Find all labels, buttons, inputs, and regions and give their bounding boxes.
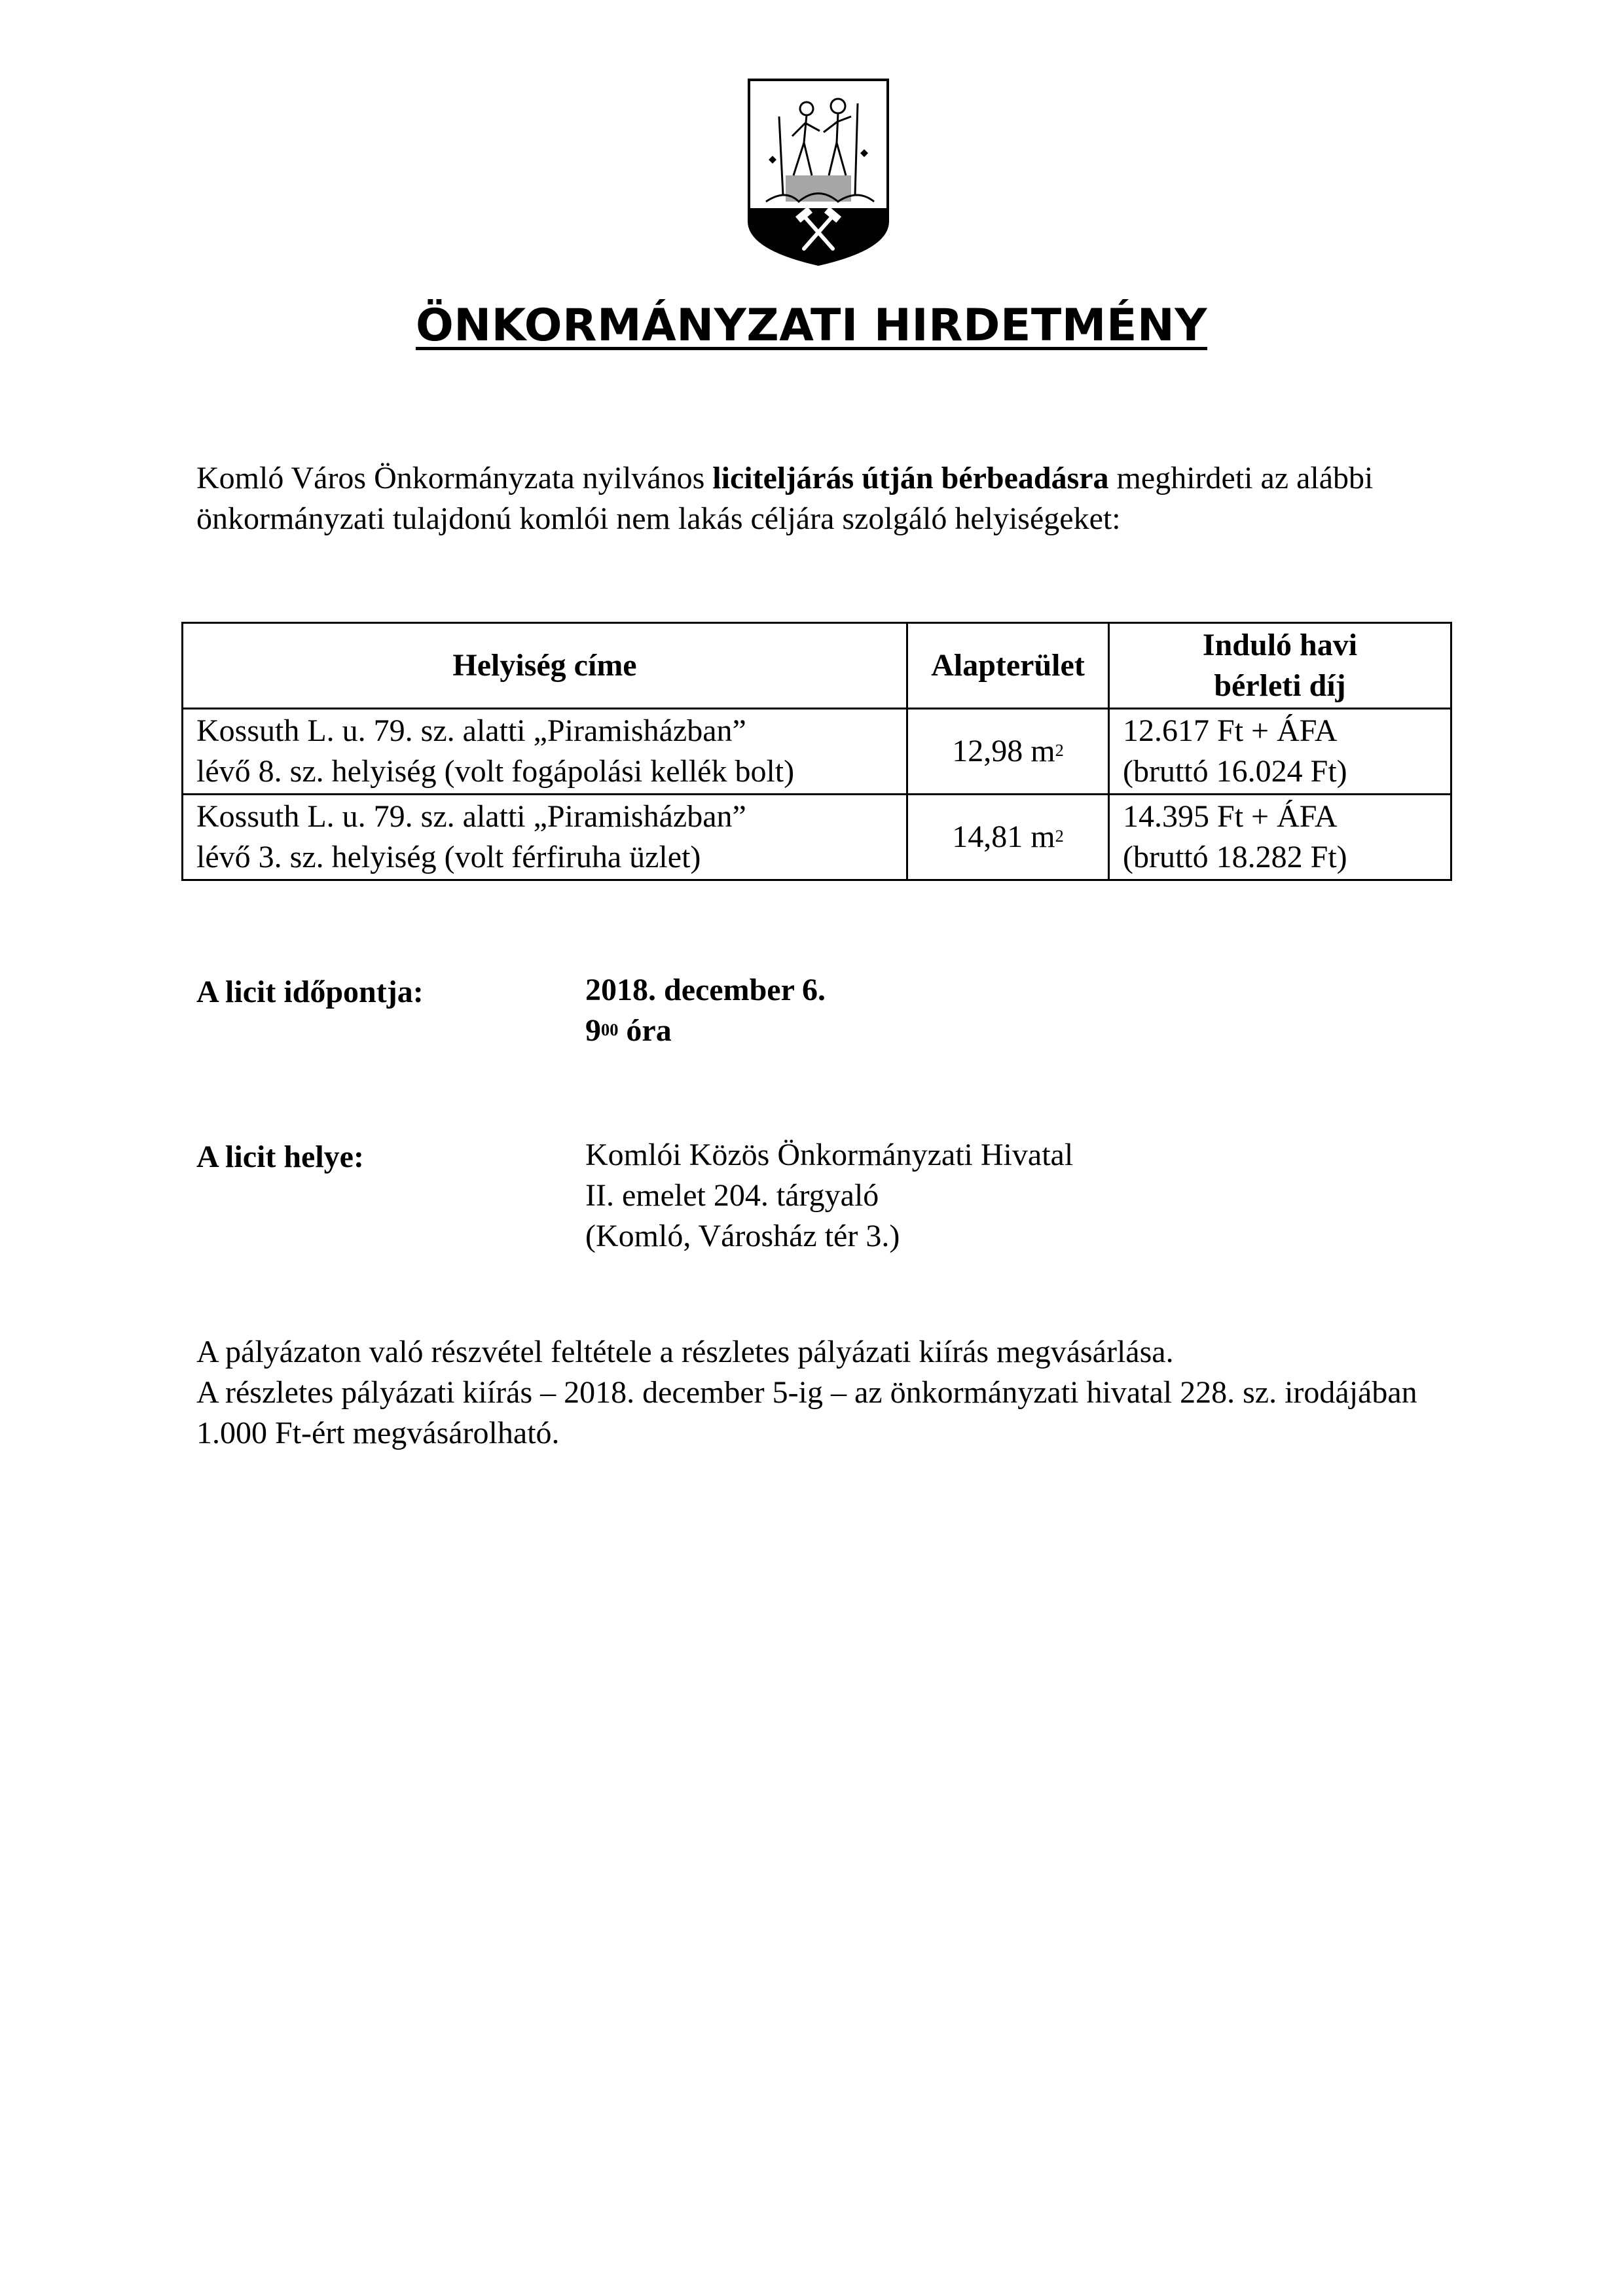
area-unit-exponent: 2: [1055, 826, 1064, 846]
cell-address: [183, 795, 907, 880]
table-row: [183, 709, 1451, 795]
area-value: 14,81 m: [952, 819, 1055, 854]
premises-table: [181, 622, 1452, 881]
title-text: ÖNKORMÁNYZATI HIRDETMÉNY: [415, 300, 1208, 351]
intro-text-bold: liciteljárás útján bérbeadásra: [712, 461, 1109, 495]
address-line1: Kossuth L. u. 79. sz. alatti „Piramisházban”: [196, 713, 746, 748]
place-line3: (Komló, Városház tér 3.): [585, 1219, 900, 1253]
cell-rent: [1109, 795, 1451, 880]
header-rent-line1: Induló havi: [1202, 628, 1358, 662]
cell-area: [907, 795, 1109, 880]
place-line2: II. emelet 204. tárgyaló: [585, 1178, 879, 1213]
address-line2: lévő 8. sz. helyiség (volt fogápolási kellék bolt): [196, 754, 795, 789]
table-header-row: [183, 623, 1451, 709]
auction-hour-suffix: óra: [618, 1013, 672, 1048]
rent-line2: (bruttó 16.024 Ft): [1123, 754, 1347, 789]
place-line1: Komlói Közös Önkormányzati Hivatal: [585, 1138, 1074, 1172]
footer-paragraph: [196, 1332, 1480, 1454]
intro-text-start: Komló Város Önkormányzata nyilvános: [196, 461, 713, 495]
intro-text-end: meghirdeti az alábbi önkormányzati tulajdonú komlói nem lakás céljára szolgáló helyiségeket:: [196, 461, 1374, 536]
auction-hour: 9: [585, 1013, 601, 1048]
cell-rent: [1109, 709, 1451, 795]
address-line1: Kossuth L. u. 79. sz. alatti „Piramisházban”: [196, 799, 746, 834]
auction-date: 2018. december 6.: [585, 973, 826, 1007]
auction-time-value: [585, 970, 826, 1051]
header-rent: [1109, 623, 1451, 709]
rent-line1: 14.395 Ft + ÁFA: [1123, 799, 1338, 834]
footer-line1: A pályázaton való részvétel feltétele a részletes pályázati kiírás megvásárlása.: [196, 1335, 1174, 1369]
komlo-coat-of-arms-icon: [746, 77, 890, 267]
page-title: [0, 300, 1623, 351]
address-line2: lévő 3. sz. helyiség (volt férfiruha üzlet): [196, 840, 701, 874]
header-rent-line2: bérleti díj: [1214, 668, 1346, 703]
cell-area: [907, 709, 1109, 795]
header-address: Helyiség címe: [183, 623, 907, 709]
auction-place-label: A licit helye:: [196, 1139, 364, 1174]
intro-paragraph: [196, 458, 1480, 539]
cell-address: [183, 709, 907, 795]
auction-hour-minutes: 00: [601, 1020, 619, 1039]
rent-line2: (bruttó 18.282 Ft): [1123, 840, 1347, 874]
area-value: 12,98 m: [952, 734, 1055, 768]
auction-place-value: [585, 1135, 1073, 1257]
header-area: Alapterület: [907, 623, 1109, 709]
footer-line2: A részletes pályázati kiírás – 2018. december 5-ig – az önkormányzati hivatal 228. sz. irodájában 1.000 Ft-ért megvásárolható.: [196, 1375, 1417, 1450]
table-row: [183, 795, 1451, 880]
rent-line1: 12.617 Ft + ÁFA: [1123, 713, 1338, 748]
area-unit-exponent: 2: [1055, 740, 1064, 760]
auction-time-label: A licit időpontja:: [196, 975, 424, 1009]
